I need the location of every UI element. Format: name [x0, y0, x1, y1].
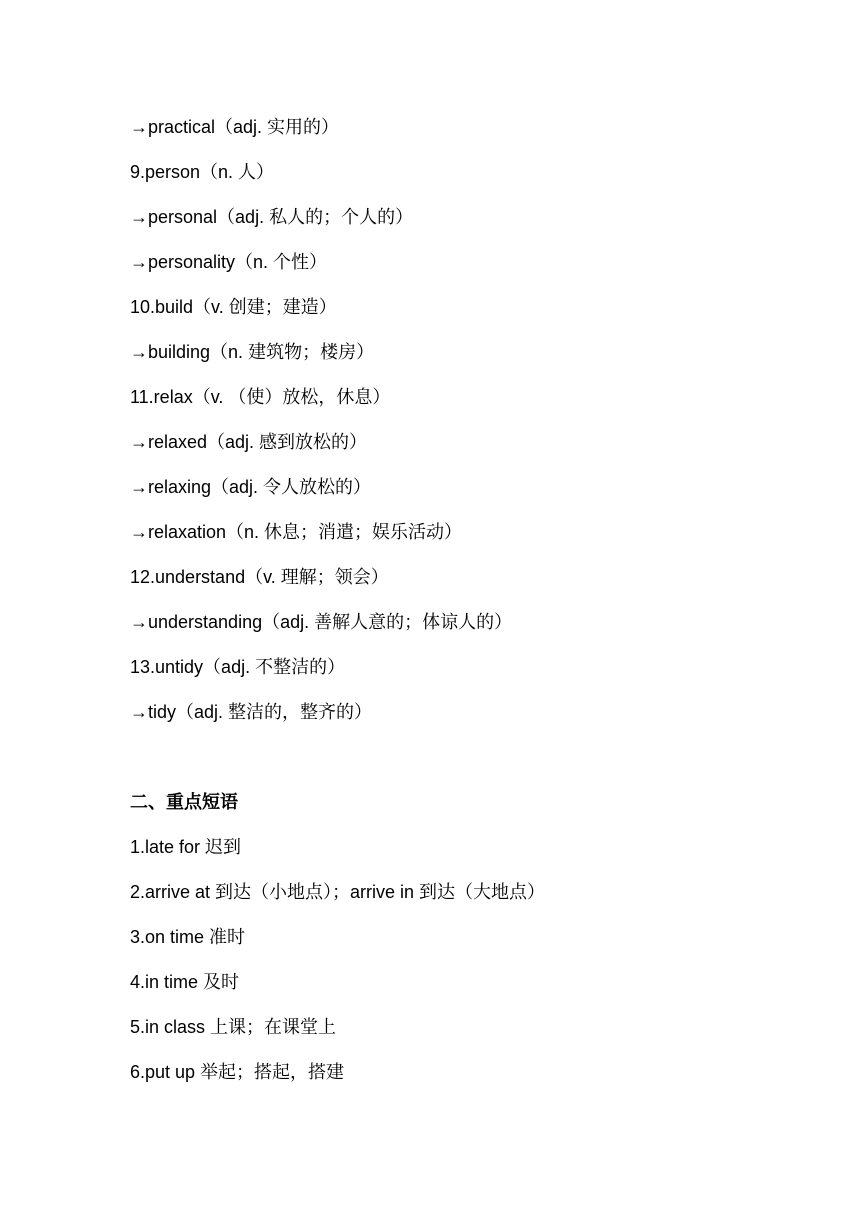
- vocab-line: 13.untidy（adj. 不整洁的）: [130, 657, 346, 677]
- vocab-line: 12.understand（v. 理解；领会）: [130, 567, 389, 587]
- vocab-line: 10.build（v. 创建；建造）: [130, 297, 337, 317]
- vocab-line: 9.person（n. 人）: [130, 162, 275, 182]
- phrase-line: 6.put up 举起；搭起，搭建: [130, 1062, 345, 1082]
- vocab-line: →personality（n. 个性）: [130, 252, 328, 272]
- vocab-line: →relaxed（adj. 感到放松的）: [130, 432, 368, 452]
- phrase-line: 2.arrive at 到达（小地点）；arrive in 到达（大地点）: [130, 882, 546, 902]
- vocab-line: →personal（adj. 私人的；个人的）: [130, 207, 414, 227]
- vocab-line: →practical（adj. 实用的）: [130, 117, 340, 137]
- vocab-line: →relaxation（n. 休息；消遣；娱乐活动）: [130, 522, 463, 542]
- vocab-line: →building（n. 建筑物；楼房）: [130, 342, 375, 362]
- vocab-line: →tidy（adj. 整洁的，整齐的）: [130, 702, 373, 722]
- section-heading: 二、重点短语: [130, 792, 238, 812]
- section-spacer: [130, 742, 810, 787]
- vocab-line: →understanding（adj. 善解人意的；体谅人的）: [130, 612, 513, 632]
- phrase-line: 5.in class 上课；在课堂上: [130, 1017, 337, 1037]
- vocab-line: 11.relax（v. （使）放松，休息）: [130, 387, 391, 407]
- document-content: [130, 112, 810, 1102]
- phrase-line: 4.in time 及时: [130, 972, 240, 992]
- vocab-line: →relaxing（adj. 令人放松的）: [130, 477, 372, 497]
- phrase-line: 1.late for 迟到: [130, 837, 242, 857]
- phrase-line: 3.on time 准时: [130, 927, 246, 947]
